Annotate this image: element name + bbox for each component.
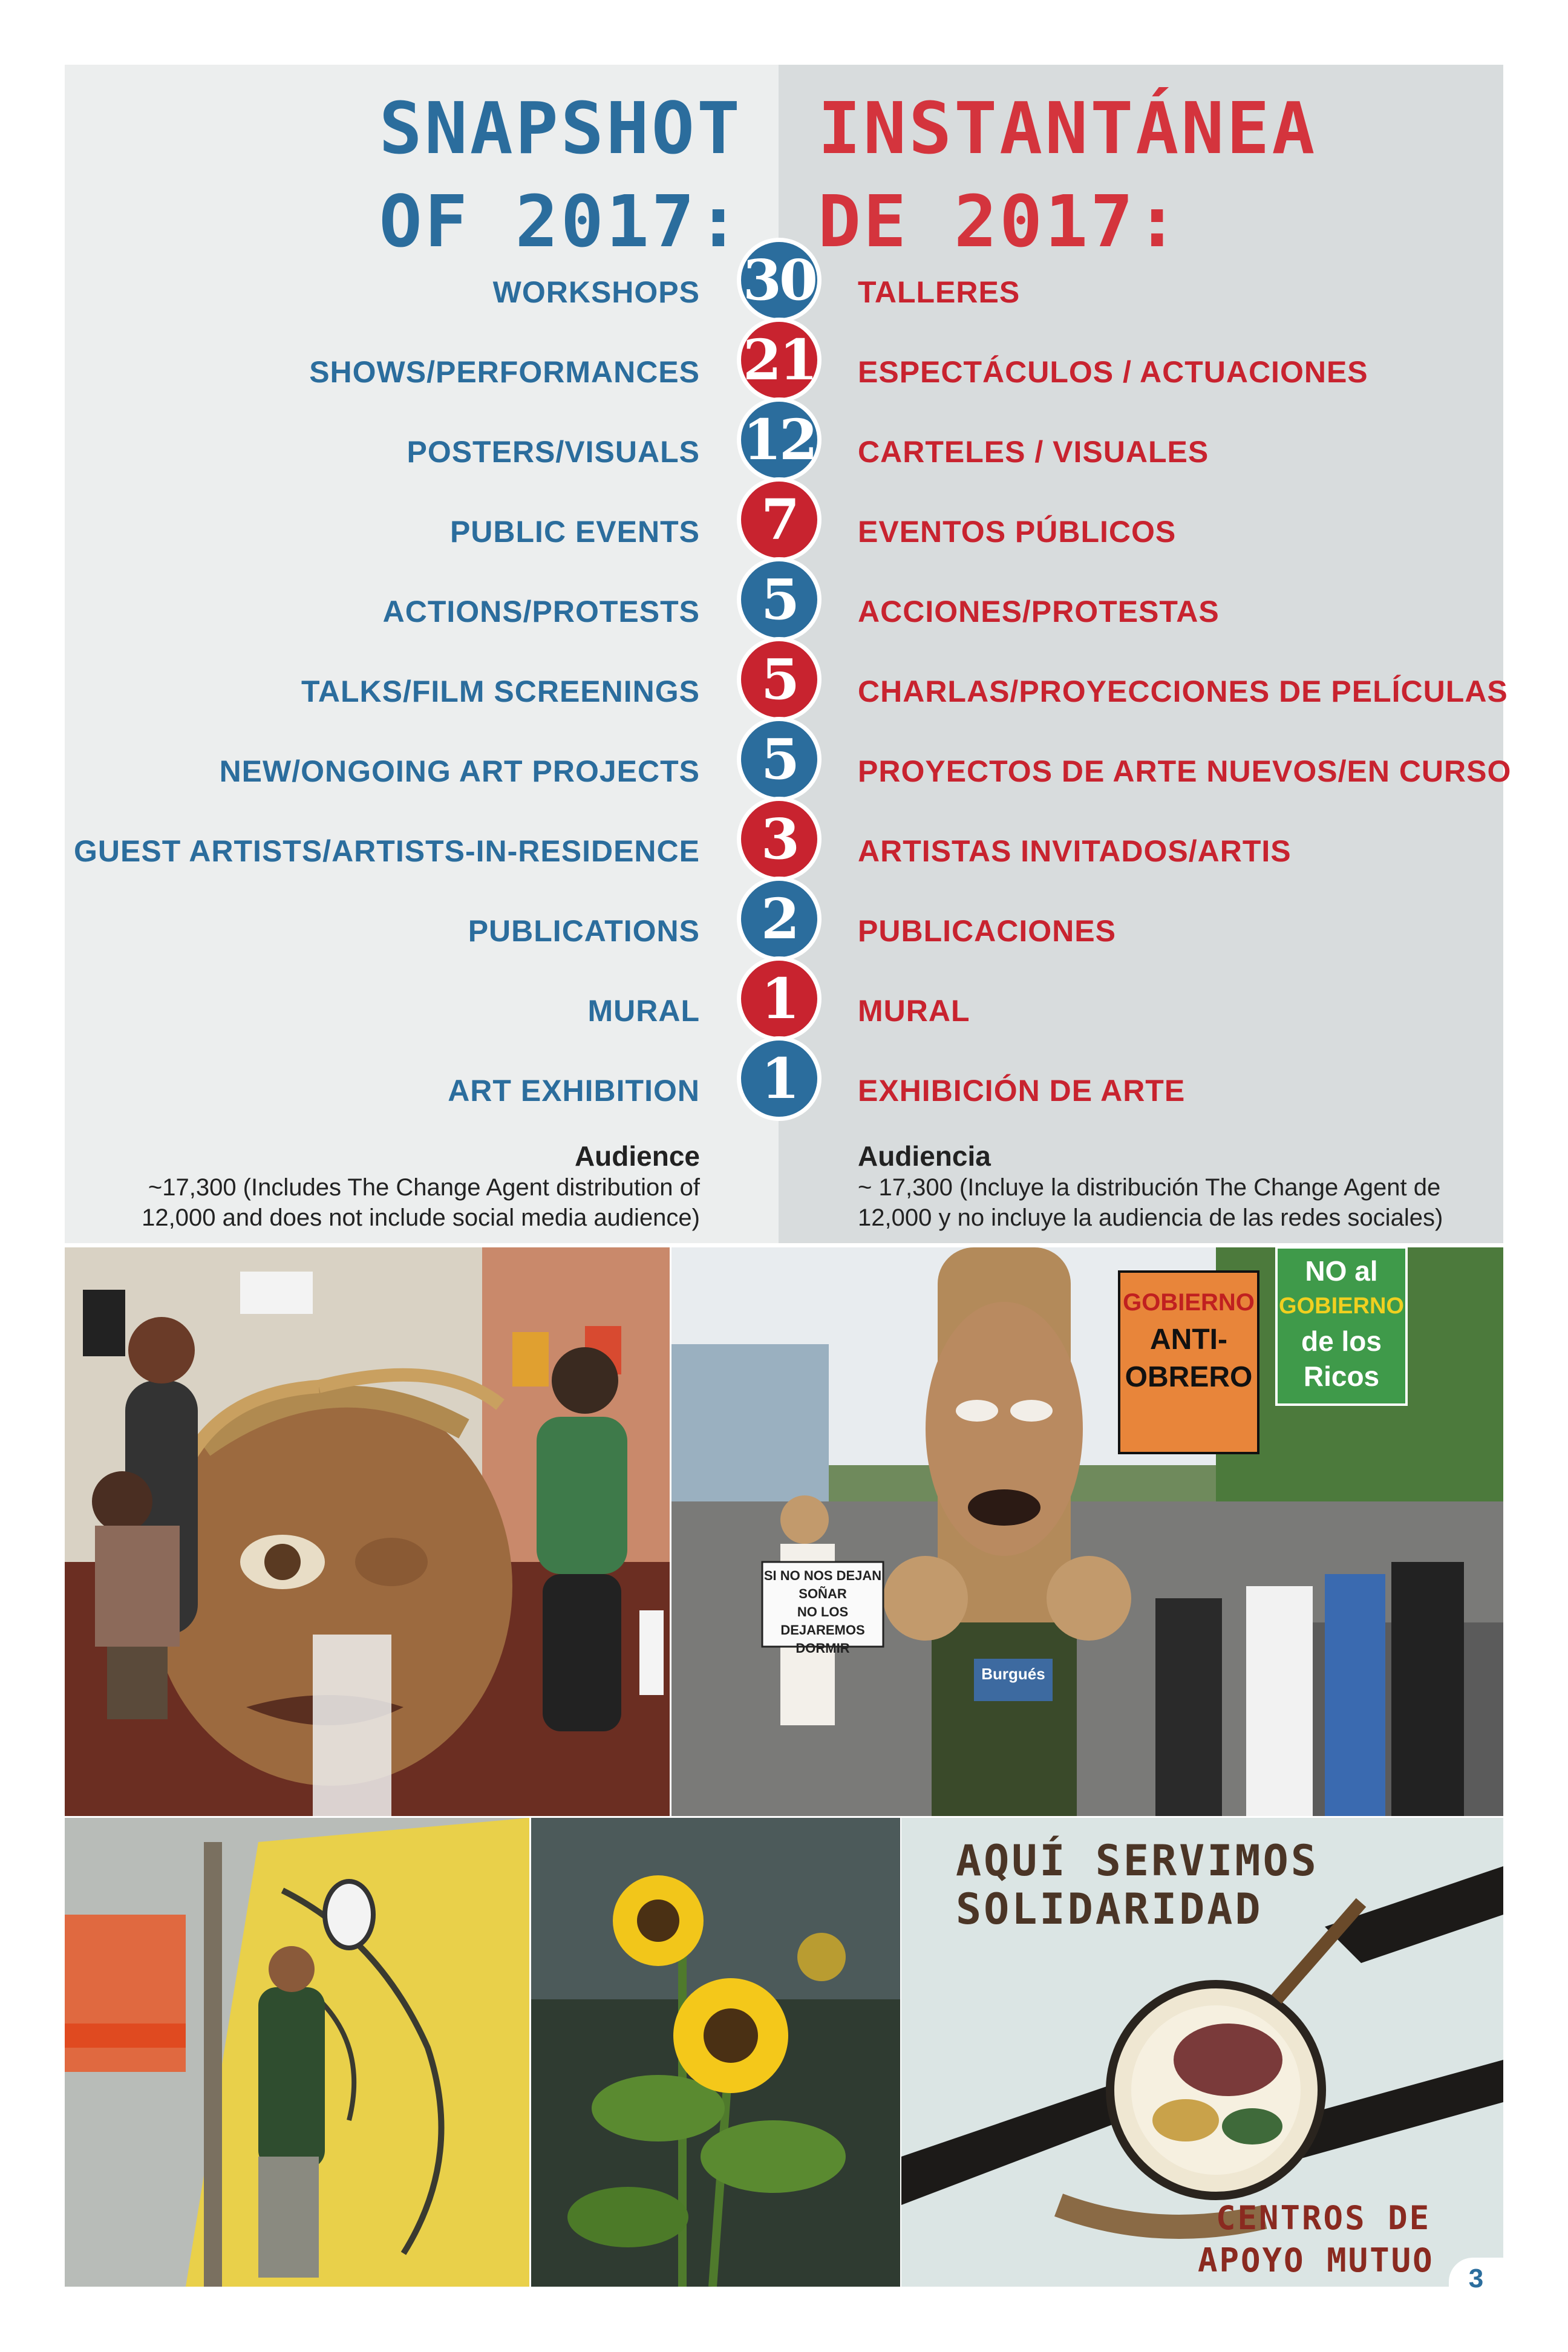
stat-label-en: TALKS/FILM SCREENINGS <box>301 675 700 708</box>
stat-label-en: NEW/ONGOING ART PROJECTS <box>219 754 700 788</box>
stat-number-badge: 30 <box>737 238 822 322</box>
stat-label-en: SHOWS/PERFORMANCES <box>309 355 700 389</box>
poster-centros-apoyo-mutuo <box>901 1818 1503 2287</box>
stat-label-en: ART EXHIBITION <box>448 1074 700 1108</box>
sign2-line3: de los <box>1301 1325 1382 1357</box>
stat-number-badge: 5 <box>737 637 822 722</box>
stat-label-en: WORKSHOPS <box>492 275 700 309</box>
audience-en-line1: ~17,300 (Includes The Change Agent distribution of <box>148 1174 700 1201</box>
stat-label-es: ESPECTÁCULOS / ACTUACIONES <box>858 355 1368 389</box>
stat-number-badge: 12 <box>737 397 822 482</box>
mural-painting-illustration <box>65 1818 529 2287</box>
stat-number-badge: 1 <box>737 1036 822 1121</box>
stat-number-badge: 3 <box>737 797 822 881</box>
stat-number-badge: 21 <box>737 318 822 402</box>
stat-label-es: PUBLICACIONES <box>858 914 1116 948</box>
audience-en-line2: 12,000 and does not include social media audience) <box>142 1204 700 1231</box>
title-es-line1: INSTANTÁNEA <box>818 87 1318 170</box>
sign3-line1: SI NO NOS DEJAN <box>763 1568 882 1583</box>
title-spanish <box>818 82 1317 268</box>
protest-sign-no-al-gobierno <box>1276 1253 1406 1394</box>
stat-label-es: CHARLAS/PROYECCIONES DE PELÍCULAS <box>858 675 1508 708</box>
photo-puppet-workshop <box>65 1247 670 1816</box>
stat-label-es: CARTELES / VISUALES <box>858 435 1209 469</box>
stat-label-en: PUBLIC EVENTS <box>449 515 700 549</box>
sign3-line2: SOÑAR <box>799 1586 847 1601</box>
audience-title-en: Audience <box>574 1140 700 1172</box>
title-english <box>379 82 742 268</box>
poster-line-2: SOLIDARIDAD <box>956 1884 1263 1934</box>
stat-label-es: EVENTOS PÚBLICOS <box>858 515 1177 549</box>
title-en-line1: SNAPSHOT <box>379 87 742 170</box>
audience-es-line1: ~ 17,300 (Incluye la distribución The Change Agent de <box>858 1174 1441 1201</box>
stat-label-en: PUBLICATIONS <box>468 914 700 948</box>
poster-line-3: CENTROS DE <box>1216 2199 1431 2237</box>
sunflowers-illustration <box>531 1818 900 2287</box>
stat-label-es: TALLERES <box>858 275 1021 309</box>
sign2-line4: Ricos <box>1303 1361 1380 1392</box>
stat-number-badge: 5 <box>737 557 822 642</box>
stat-label-es: ARTISTAS INVITADOS/ARTIS <box>858 834 1292 868</box>
stat-label-es: EXHIBICIÓN DE ARTE <box>858 1074 1186 1108</box>
stat-number-badge: 7 <box>737 477 822 562</box>
stat-label-en: MURAL <box>587 994 700 1028</box>
poster-line-4: APOYO MUTUO <box>1198 2241 1434 2279</box>
stat-label-en: ACTIONS/PROTESTS <box>382 595 700 629</box>
sign1-line2: ANTI- <box>1150 1324 1227 1356</box>
stat-label-en: GUEST ARTISTS/ARTISTS-IN-RESIDENCE <box>74 834 700 868</box>
stat-number-badge: 2 <box>737 877 822 961</box>
photo-sunflowers <box>531 1818 900 2287</box>
stat-label-es: PROYECTOS DE ARTE NUEVOS/EN CURSO <box>858 754 1512 788</box>
stat-label-es: ACCIONES/PROTESTAS <box>858 595 1220 629</box>
title-en-line2: OF 2017: <box>379 180 742 263</box>
stat-number-badge: 1 <box>737 956 822 1041</box>
sign3-line4: DORMIR <box>795 1641 850 1656</box>
audience-es-line2: 12,000 y no incluye la audiencia de las redes sociales) <box>858 1204 1443 1231</box>
sign2-line2: GOBIERNO <box>1279 1293 1404 1319</box>
poster-line-1: AQUÍ SERVIMOS <box>956 1836 1319 1886</box>
stat-label-es: MURAL <box>858 994 970 1028</box>
protest-sign-anti-obrero <box>1119 1284 1258 1396</box>
audience-text-es <box>858 1172 1493 1233</box>
puppet-workshop-illustration <box>65 1247 670 1816</box>
stat-label-en: POSTERS/VISUALS <box>407 435 700 469</box>
photo-protest-march <box>671 1247 1503 1816</box>
photo-mural-painting <box>65 1818 529 2287</box>
sign2-line1: NO al <box>1305 1255 1378 1287</box>
title-es-line2: DE 2017: <box>818 180 1181 263</box>
sign1-line3: OBRERO <box>1125 1361 1253 1393</box>
audience-title-es: Audiencia <box>858 1140 991 1172</box>
puppet-name-tag: Burgués <box>981 1665 1045 1683</box>
page-number: 3 <box>1449 2258 1503 2300</box>
stat-number-badge: 5 <box>737 717 822 802</box>
sign3-line3: NO LOS DEJAREMOS <box>780 1604 865 1638</box>
audience-text-en <box>4 1172 700 1233</box>
protest-sign-sonar <box>762 1567 883 1658</box>
sign1-line1: GOBIERNO <box>1123 1289 1255 1316</box>
